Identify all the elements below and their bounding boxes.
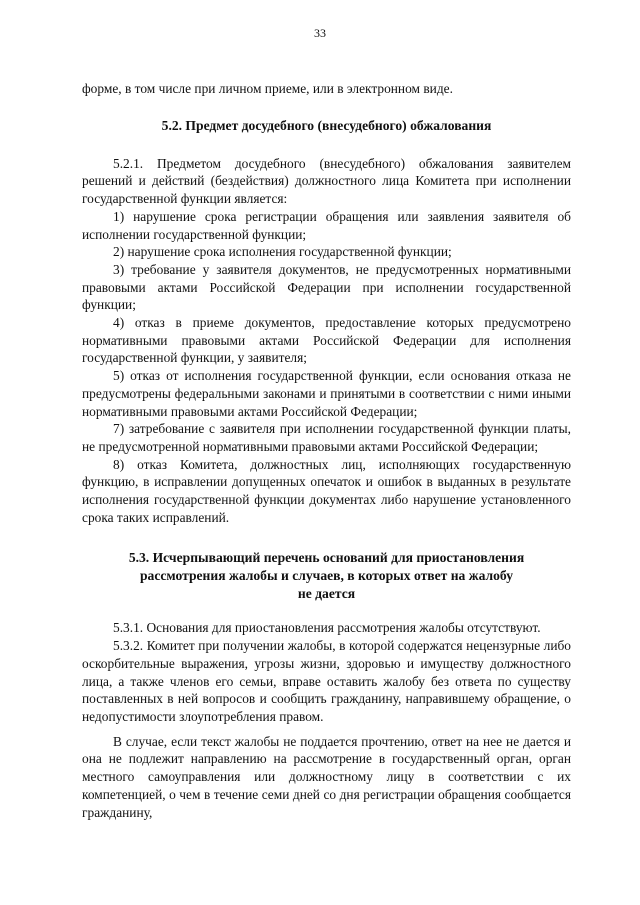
section-5-3-heading-line-1: 5.3. Исчерпывающий перечень оснований для приостановления [128,550,525,566]
intro-paragraph: форме, в том числе при личном приеме, или в электронном виде. [82,81,453,96]
section-5-2-heading: 5.2. Предмет досудебного (внесудебного) обжалования [161,117,492,133]
page-number: 33 [314,26,326,40]
section-5-3-heading-line-2: рассмотрения жалобы и случаев, в которых ответ на жалобу [139,568,514,584]
paragraph-unreadable-complaint: В случае, если текст жалобы не поддается прочтению, ответ на нее не дается и она не подлежит направлению на рассмотрение в государственный орган, орган местного самоуправления или должностному лицу в соответствии с их компетенцией, о чем в течение семи дней со дня регистрации обращения сообщается гражданину, [82,733,571,820]
paragraph-5-3-1: 5.3.1. Основания для приостановления рассмотрения жалобы отсутствуют. [113,620,541,636]
list-item-2: 2) нарушение срока исполнения государственной функции; [113,244,452,260]
list-item-3: 3) требование у заявителя документов, не предусмотренных нормативными правовыми актами Российской Федерации при исполнении государственной функции; [82,261,571,313]
paragraph-5-3-2: 5.3.2. Комитет при получении жалобы, в которой содержатся нецензурные либо оскорбительные выражения, угрозы жизни, здоровью и имуществу должностного лица, а также членов его семьи, вправе оставить жалобу без ответа по существу поставленных в ней вопросов и сообщить гражданину, направившему обращение, о недопустимости злоупотребления правом. [82,638,571,724]
document-body [82,80,571,821]
section-5-3-heading [82,549,571,603]
paragraph-5-2-1: 5.2.1. Предметом досудебного (внесудебного) обжалования заявителем решений и действий (бездействия) должностного лица Комитета при исполнении государственной функции является: [82,155,571,207]
list-item-8: 8) отказ Комитета, должностных лиц, исполняющих государственную функцию, в исправлении допущенных опечаток и ошибок в выданных в результате исполнения государственной функции документах либо нарушение установленного срока таких исправлений. [82,456,571,525]
section-5-3-heading-line-3: не дается [297,586,356,602]
list-item-7: 7) затребование с заявителя при исполнении государственной функции платы, не предусмотренной нормативными правовыми актами Российской Федерации; [82,421,571,454]
list-item-4: 4) отказ в приеме документов, предоставление которых предусмотрено нормативными правовыми актами Российской Федерации для исполнения государственной функции, у заявителя; [82,315,571,366]
list-item-5: 5) отказ от исполнения государственной функции, если основания отказа не предусмотрены федеральными законами и принятыми в соответствии с ними иными нормативными правовыми актами Российской Федерации; [82,368,571,419]
list-item-1: 1) нарушение срока регистрации обращения или заявления заявителя об исполнении государственной функции; [82,208,571,242]
